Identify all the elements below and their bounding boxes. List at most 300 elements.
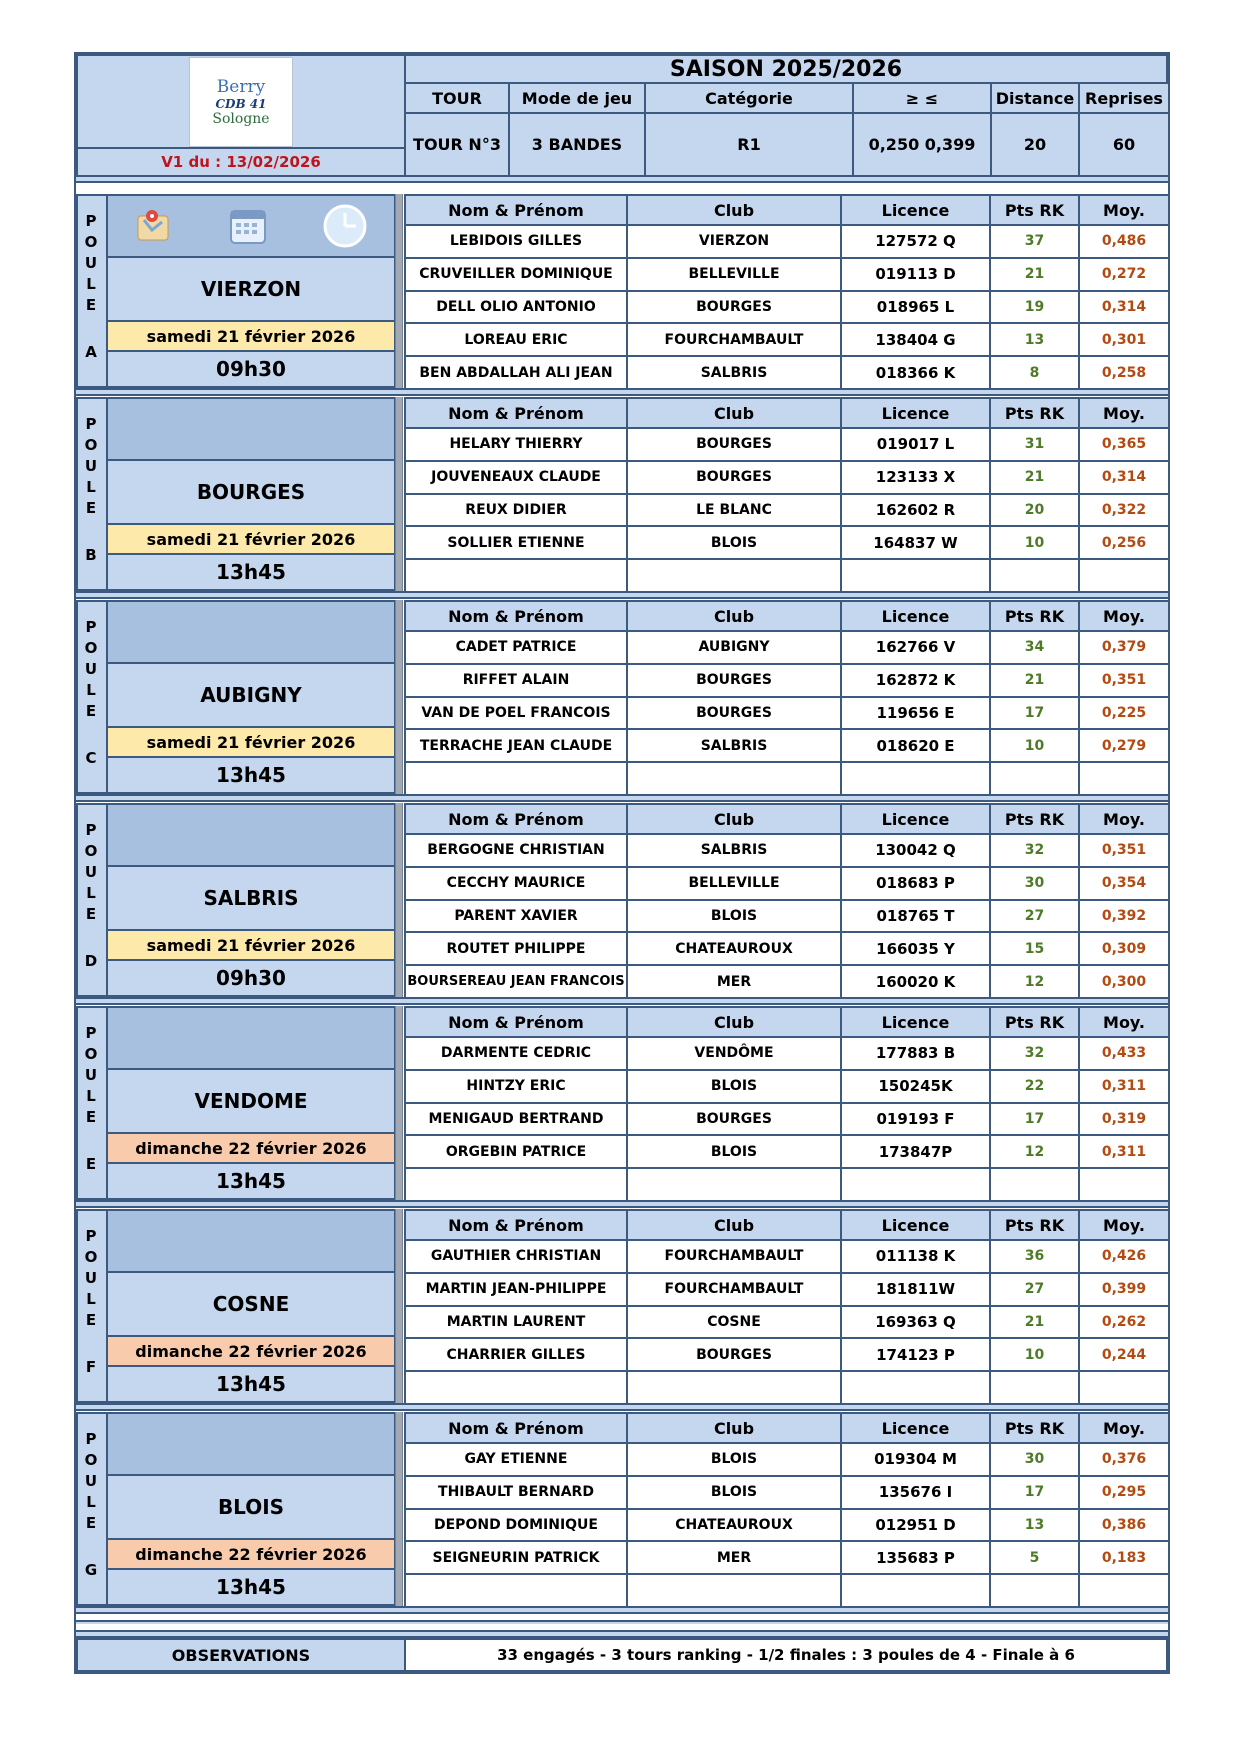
- cell-club: [626, 761, 842, 796]
- cell-licence: 018965 L: [840, 290, 991, 325]
- cell-name: BOURSEREAU JEAN FRANCOIS: [404, 964, 628, 999]
- cell-moy: 0,256: [1078, 525, 1170, 560]
- cell-rk: [989, 1370, 1080, 1405]
- cell-moy: 0,426: [1078, 1239, 1170, 1274]
- cell-moy: 0,311: [1078, 1069, 1170, 1104]
- footer-separator-top: [76, 1620, 1168, 1624]
- table-header-3: Pts RK: [989, 1412, 1080, 1444]
- poule-letter: P: [85, 1024, 97, 1042]
- poule-venue: VIERZON: [106, 256, 396, 322]
- poule-time: 13h45: [106, 1365, 396, 1403]
- poule-letter: U: [84, 660, 98, 678]
- cell-moy: 0,225: [1078, 696, 1170, 731]
- cell-licence: 019193 F: [840, 1102, 991, 1137]
- header-value-3: 0,250 0,399: [852, 112, 992, 177]
- poule-icon-area: [106, 600, 396, 664]
- cell-name: GAUTHIER CHRISTIAN: [404, 1239, 628, 1274]
- cell-licence: 181811W: [840, 1272, 991, 1307]
- cell-licence: 018366 K: [840, 355, 991, 390]
- cell-name: ROUTET PHILIPPE: [404, 931, 628, 966]
- header-separator: [76, 175, 1168, 183]
- poule-letter: L: [86, 275, 96, 293]
- table-header-4: Moy.: [1078, 600, 1170, 632]
- cell-rk: 13: [989, 1508, 1080, 1543]
- poule-time: 13h45: [106, 1568, 396, 1606]
- cell-club: SALBRIS: [626, 833, 842, 868]
- cell-moy: 0,433: [1078, 1036, 1170, 1071]
- table-header-2: Licence: [840, 1006, 991, 1038]
- cell-rk: 21: [989, 257, 1080, 292]
- poule-icon-area: [106, 1006, 396, 1070]
- cell-rk: 10: [989, 525, 1080, 560]
- poule-venue: SALBRIS: [106, 865, 396, 931]
- poule-letter: O: [84, 639, 98, 657]
- cell-club: [626, 1573, 842, 1608]
- cell-name: [404, 558, 628, 593]
- cell-club: BOURGES: [626, 696, 842, 731]
- cell-club: AUBIGNY: [626, 630, 842, 665]
- cell-name: MENIGAUD BERTRAND: [404, 1102, 628, 1137]
- cell-club: BELLEVILLE: [626, 257, 842, 292]
- cell-licence: 130042 Q: [840, 833, 991, 868]
- cell-licence: 166035 Y: [840, 931, 991, 966]
- table-header-3: Pts RK: [989, 1209, 1080, 1241]
- cell-name: SOLLIER ETIENNE: [404, 525, 628, 560]
- poule-time: 09h30: [106, 350, 396, 388]
- poule-letter: O: [84, 1248, 98, 1266]
- cell-moy: [1078, 1573, 1170, 1608]
- cell-licence: 174123 P: [840, 1337, 991, 1372]
- cell-rk: 5: [989, 1540, 1080, 1575]
- poule-separator: [76, 591, 1168, 599]
- poule-letter: U: [84, 1269, 98, 1287]
- cell-club: BOURGES: [626, 1337, 842, 1372]
- cell-rk: 20: [989, 493, 1080, 528]
- cell-licence: 018765 T: [840, 899, 991, 934]
- cell-moy: 0,258: [1078, 355, 1170, 390]
- poule-letter: L: [86, 1087, 96, 1105]
- cell-rk: 19: [989, 290, 1080, 325]
- season-title: SAISON 2025/2026: [404, 54, 1168, 84]
- table-header-0: Nom & Prénom: [404, 803, 628, 835]
- cell-club: BLOIS: [626, 1442, 842, 1477]
- poule-letter: U: [84, 1066, 98, 1084]
- poule-letter: E: [85, 1311, 97, 1329]
- logo-sologne: Sologne: [212, 110, 270, 127]
- cell-moy: 0,300: [1078, 964, 1170, 999]
- cell-licence: 138404 G: [840, 322, 991, 357]
- column-divider: [395, 1412, 403, 1606]
- poule-letter: L: [86, 884, 96, 902]
- cell-club: BOURGES: [626, 290, 842, 325]
- cell-moy: 0,376: [1078, 1442, 1170, 1477]
- cell-club: BOURGES: [626, 427, 842, 462]
- cell-name: DARMENTE CEDRIC: [404, 1036, 628, 1071]
- cell-moy: 0,309: [1078, 931, 1170, 966]
- cell-licence: 123133 X: [840, 460, 991, 495]
- cell-name: BERGOGNE CHRISTIAN: [404, 833, 628, 868]
- poule-icon-area: [106, 803, 396, 867]
- cell-name: HINTZY ERIC: [404, 1069, 628, 1104]
- header-value-0: TOUR N°3: [404, 112, 510, 177]
- table-header-4: Moy.: [1078, 1006, 1170, 1038]
- poule-letter: P: [85, 212, 97, 230]
- poule-separator: [76, 1606, 1168, 1614]
- cell-rk: 22: [989, 1069, 1080, 1104]
- poule-time: 13h45: [106, 1162, 396, 1200]
- cell-licence: 162602 R: [840, 493, 991, 528]
- table-header-0: Nom & Prénom: [404, 1209, 628, 1241]
- poule-letter: O: [84, 842, 98, 860]
- poule-time: 09h30: [106, 959, 396, 997]
- poule-date: dimanche 22 février 2026: [106, 1132, 396, 1164]
- poule-id: A: [85, 343, 97, 361]
- poule-letter: E: [85, 905, 97, 923]
- cell-club: SALBRIS: [626, 728, 842, 763]
- header-col-4: Distance: [990, 82, 1080, 114]
- poule-date: samedi 21 février 2026: [106, 320, 396, 352]
- table-header-2: Licence: [840, 803, 991, 835]
- poule-letter: P: [85, 1430, 97, 1448]
- poule-venue: COSNE: [106, 1271, 396, 1337]
- cell-rk: [989, 761, 1080, 796]
- poule-venue: BLOIS: [106, 1474, 396, 1540]
- cell-name: [404, 1573, 628, 1608]
- poule-separator: [76, 997, 1168, 1005]
- cell-club: SALBRIS: [626, 355, 842, 390]
- cell-club: MER: [626, 964, 842, 999]
- logo-berry: Berry: [216, 76, 266, 97]
- poule-letter: O: [84, 436, 98, 454]
- poule-letter: U: [84, 254, 98, 272]
- header-value-5: 60: [1078, 112, 1170, 177]
- table-header-4: Moy.: [1078, 803, 1170, 835]
- poule-letter: E: [85, 296, 97, 314]
- cell-name: CHARRIER GILLES: [404, 1337, 628, 1372]
- table-header-3: Pts RK: [989, 1006, 1080, 1038]
- table-header-2: Licence: [840, 1412, 991, 1444]
- cell-moy: 0,319: [1078, 1102, 1170, 1137]
- poule-letter: L: [86, 478, 96, 496]
- cell-moy: 0,301: [1078, 322, 1170, 357]
- logo-area: [76, 54, 406, 149]
- cell-rk: 13: [989, 322, 1080, 357]
- poule-letter: E: [85, 1108, 97, 1126]
- cell-moy: [1078, 1167, 1170, 1202]
- cell-moy: 0,183: [1078, 1540, 1170, 1575]
- cell-name: MARTIN JEAN-PHILIPPE: [404, 1272, 628, 1307]
- cell-moy: 0,311: [1078, 1134, 1170, 1169]
- poule-letter: O: [84, 1451, 98, 1469]
- cell-licence: 019113 D: [840, 257, 991, 292]
- cell-club: FOURCHAMBAULT: [626, 322, 842, 357]
- cell-licence: 177883 B: [840, 1036, 991, 1071]
- cell-rk: 30: [989, 866, 1080, 901]
- table-header-1: Club: [626, 600, 842, 632]
- column-divider: [395, 803, 403, 997]
- cell-name: BEN ABDALLAH ALI JEAN: [404, 355, 628, 390]
- cell-club: MER: [626, 1540, 842, 1575]
- poule-date: dimanche 22 février 2026: [106, 1335, 396, 1367]
- cell-club: [626, 1370, 842, 1405]
- poule-date: samedi 21 février 2026: [106, 726, 396, 758]
- table-header-0: Nom & Prénom: [404, 1412, 628, 1444]
- poule-separator: [76, 794, 1168, 802]
- table-header-2: Licence: [840, 194, 991, 226]
- cell-moy: 0,351: [1078, 833, 1170, 868]
- poule-sheet: [74, 52, 1170, 1674]
- poule-letter: P: [85, 1227, 97, 1245]
- cell-rk: 12: [989, 1134, 1080, 1169]
- footer-separator: [76, 1630, 1168, 1638]
- cell-moy: 0,244: [1078, 1337, 1170, 1372]
- table-header-3: Pts RK: [989, 397, 1080, 429]
- cell-rk: 27: [989, 1272, 1080, 1307]
- cell-club: VENDÔME: [626, 1036, 842, 1071]
- table-header-0: Nom & Prénom: [404, 194, 628, 226]
- cell-moy: 0,279: [1078, 728, 1170, 763]
- cell-club: BOURGES: [626, 460, 842, 495]
- map-pin-icon: [134, 206, 174, 246]
- header-col-5: Reprises: [1078, 82, 1170, 114]
- cell-club: COSNE: [626, 1305, 842, 1340]
- cell-licence: 119656 E: [840, 696, 991, 731]
- cell-name: DEPOND DOMINIQUE: [404, 1508, 628, 1543]
- header-col-2: Catégorie: [644, 82, 854, 114]
- cell-club: LE BLANC: [626, 493, 842, 528]
- cell-club: CHATEAUROUX: [626, 931, 842, 966]
- poule-letter: E: [85, 702, 97, 720]
- column-divider: [395, 397, 403, 591]
- poule-icon-area: [106, 1209, 396, 1273]
- cell-moy: 0,295: [1078, 1475, 1170, 1510]
- cell-licence: 018620 E: [840, 728, 991, 763]
- cell-licence: 019017 L: [840, 427, 991, 462]
- cell-licence: 135676 I: [840, 1475, 991, 1510]
- cell-club: VIERZON: [626, 224, 842, 259]
- poule-letter: P: [85, 618, 97, 636]
- poule-separator: [76, 1403, 1168, 1411]
- poule-letter: U: [84, 457, 98, 475]
- cell-club: BOURGES: [626, 663, 842, 698]
- cell-club: BLOIS: [626, 899, 842, 934]
- poule-id: D: [84, 952, 98, 970]
- cell-licence: 162872 K: [840, 663, 991, 698]
- cell-licence: 150245K: [840, 1069, 991, 1104]
- cell-licence: 173847P: [840, 1134, 991, 1169]
- cell-licence: [840, 1573, 991, 1608]
- cell-licence: 011138 K: [840, 1239, 991, 1274]
- poule-id: C: [85, 749, 97, 767]
- cell-name: REUX DIDIER: [404, 493, 628, 528]
- cell-rk: 8: [989, 355, 1080, 390]
- cell-rk: 34: [989, 630, 1080, 665]
- observations-label-box: OBSERVATIONS: [76, 1638, 406, 1672]
- cell-moy: 0,314: [1078, 460, 1170, 495]
- cell-rk: 21: [989, 663, 1080, 698]
- cell-name: ORGEBIN PATRICE: [404, 1134, 628, 1169]
- cell-moy: 0,486: [1078, 224, 1170, 259]
- cell-rk: 30: [989, 1442, 1080, 1477]
- poule-letter: O: [84, 1045, 98, 1063]
- header-col-3: ≥ ≤: [852, 82, 992, 114]
- cell-moy: 0,392: [1078, 899, 1170, 934]
- cell-name: MARTIN LAURENT: [404, 1305, 628, 1340]
- cell-name: RIFFET ALAIN: [404, 663, 628, 698]
- header-value-4: 20: [990, 112, 1080, 177]
- table-header-1: Club: [626, 1412, 842, 1444]
- poule-id: B: [85, 546, 97, 564]
- cell-rk: [989, 1167, 1080, 1202]
- cell-licence: 012951 D: [840, 1508, 991, 1543]
- cell-moy: 0,262: [1078, 1305, 1170, 1340]
- cell-name: LOREAU ERIC: [404, 322, 628, 357]
- table-header-4: Moy.: [1078, 1412, 1170, 1444]
- cell-name: VAN DE POEL FRANCOIS: [404, 696, 628, 731]
- cell-rk: 37: [989, 224, 1080, 259]
- poule-separator: [76, 388, 1168, 396]
- cell-rk: [989, 558, 1080, 593]
- cell-name: PARENT XAVIER: [404, 899, 628, 934]
- cell-rk: 17: [989, 1102, 1080, 1137]
- cell-rk: 27: [989, 899, 1080, 934]
- table-header-4: Moy.: [1078, 1209, 1170, 1241]
- cell-club: [626, 558, 842, 593]
- cell-moy: 0,354: [1078, 866, 1170, 901]
- column-divider: [395, 600, 403, 794]
- table-header-4: Moy.: [1078, 194, 1170, 226]
- header-value-1: 3 BANDES: [508, 112, 646, 177]
- poule-letter: P: [85, 415, 97, 433]
- cell-rk: 21: [989, 1305, 1080, 1340]
- cell-name: JOUVENEAUX CLAUDE: [404, 460, 628, 495]
- column-divider: [395, 1006, 403, 1200]
- cell-name: HELARY THIERRY: [404, 427, 628, 462]
- cell-moy: 0,365: [1078, 427, 1170, 462]
- logo-cdb41: CDB 41: [215, 96, 267, 111]
- cell-name: [404, 1167, 628, 1202]
- cell-name: TERRACHE JEAN CLAUDE: [404, 728, 628, 763]
- cell-moy: 0,379: [1078, 630, 1170, 665]
- cell-licence: 164837 W: [840, 525, 991, 560]
- cell-name: SEIGNEURIN PATRICK: [404, 1540, 628, 1575]
- table-header-0: Nom & Prénom: [404, 600, 628, 632]
- cell-rk: 10: [989, 728, 1080, 763]
- cell-name: CADET PATRICE: [404, 630, 628, 665]
- calendar-icon: [227, 205, 269, 247]
- table-header-3: Pts RK: [989, 600, 1080, 632]
- cell-licence: 019304 M: [840, 1442, 991, 1477]
- cell-name: CRUVEILLER DOMINIQUE: [404, 257, 628, 292]
- cell-club: BLOIS: [626, 525, 842, 560]
- poule-venue: BOURGES: [106, 459, 396, 525]
- cell-moy: [1078, 761, 1170, 796]
- cell-name: GAY ETIENNE: [404, 1442, 628, 1477]
- table-header-3: Pts RK: [989, 803, 1080, 835]
- cell-moy: 0,351: [1078, 663, 1170, 698]
- cell-moy: 0,314: [1078, 290, 1170, 325]
- table-header-1: Club: [626, 194, 842, 226]
- cell-licence: 127572 Q: [840, 224, 991, 259]
- cell-club: FOURCHAMBAULT: [626, 1272, 842, 1307]
- cell-club: [626, 1167, 842, 1202]
- cell-club: BOURGES: [626, 1102, 842, 1137]
- cell-club: FOURCHAMBAULT: [626, 1239, 842, 1274]
- cell-rk: 17: [989, 1475, 1080, 1510]
- table-header-1: Club: [626, 803, 842, 835]
- poule-letter: E: [85, 1514, 97, 1532]
- cell-rk: [989, 1573, 1080, 1608]
- clock-icon: [322, 203, 368, 249]
- poule-letter: L: [86, 681, 96, 699]
- table-header-3: Pts RK: [989, 194, 1080, 226]
- table-header-0: Nom & Prénom: [404, 1006, 628, 1038]
- cell-rk: 10: [989, 1337, 1080, 1372]
- poule-letter: L: [86, 1493, 96, 1511]
- version-label: V1 du : 13/02/2026: [76, 147, 406, 177]
- table-header-4: Moy.: [1078, 397, 1170, 429]
- table-header-1: Club: [626, 1006, 842, 1038]
- cell-licence: [840, 1167, 991, 1202]
- cell-moy: 0,272: [1078, 257, 1170, 292]
- cell-rk: 17: [989, 696, 1080, 731]
- poule-id: E: [85, 1155, 97, 1173]
- column-divider: [395, 1209, 403, 1403]
- cell-club: BELLEVILLE: [626, 866, 842, 901]
- cell-name: LEBIDOIS GILLES: [404, 224, 628, 259]
- cell-licence: 018683 P: [840, 866, 991, 901]
- cdb41-logo: [189, 57, 293, 147]
- cell-rk: 15: [989, 931, 1080, 966]
- poule-separator: [76, 1200, 1168, 1208]
- header-value-2: R1: [644, 112, 854, 177]
- poule-date: samedi 21 février 2026: [106, 523, 396, 555]
- poule-letter: P: [85, 821, 97, 839]
- cell-rk: 36: [989, 1239, 1080, 1274]
- cell-name: CECCHY MAURICE: [404, 866, 628, 901]
- table-header-1: Club: [626, 397, 842, 429]
- cell-name: THIBAULT BERNARD: [404, 1475, 628, 1510]
- poule-letter: O: [84, 233, 98, 251]
- cell-rk: 31: [989, 427, 1080, 462]
- table-header-0: Nom & Prénom: [404, 397, 628, 429]
- table-header-1: Club: [626, 1209, 842, 1241]
- poule-letter: E: [85, 499, 97, 517]
- cell-moy: [1078, 1370, 1170, 1405]
- table-header-2: Licence: [840, 1209, 991, 1241]
- poule-letter: L: [86, 1290, 96, 1308]
- cell-club: BLOIS: [626, 1069, 842, 1104]
- cell-rk: 32: [989, 833, 1080, 868]
- cell-licence: [840, 1370, 991, 1405]
- cell-licence: 162766 V: [840, 630, 991, 665]
- cell-moy: 0,322: [1078, 493, 1170, 528]
- poule-letter: U: [84, 1472, 98, 1490]
- poule-time: 13h45: [106, 553, 396, 591]
- poule-date: samedi 21 février 2026: [106, 929, 396, 961]
- poule-venue: VENDOME: [106, 1068, 396, 1134]
- poule-venue: AUBIGNY: [106, 662, 396, 728]
- cell-licence: 135683 P: [840, 1540, 991, 1575]
- cell-rk: 12: [989, 964, 1080, 999]
- cell-club: BLOIS: [626, 1134, 842, 1169]
- poule-id: F: [85, 1358, 97, 1376]
- table-header-2: Licence: [840, 600, 991, 632]
- poule-icon-area: [106, 1412, 396, 1476]
- header-col-1: Mode de jeu: [508, 82, 646, 114]
- cell-rk: 21: [989, 460, 1080, 495]
- cell-club: BLOIS: [626, 1475, 842, 1510]
